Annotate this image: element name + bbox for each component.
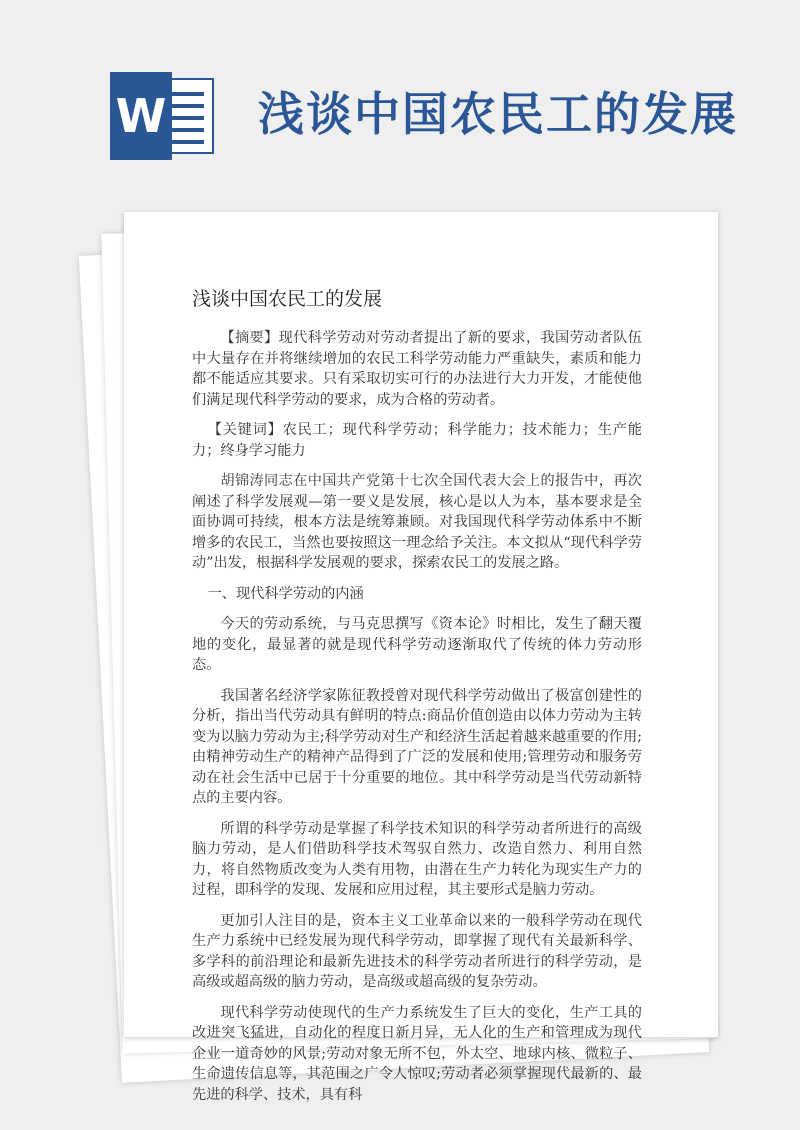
document-page [124,212,718,1103]
body-paragraph: 所谓的科学劳动是掌握了科学技术知识的科学劳动者所进行的高级脑力劳动，是人们借助科学技术驾驭自然力、改造自然力、利用自然力，将自然物质改变为人类有用物，由潜在生产力转化为现实生产力的过程，即科学的发现、发展和应用过程，其主要形式是脑力劳动。 [192,820,642,898]
body-paragraph: 更加引人注目的是，资本主义工业革命以来的一般科学劳动在现代生产力系统中已经发展为现代科学劳动，即掌握了现代有关最新科学、多学科的前沿理论和最新先进技术的科学劳动者所进行的科学劳动，是高级或超高级的脑力劳动，是高级或超高级的复杂劳动。 [192,912,642,990]
body-paragraph: 现代科学劳动使现代的生产力系统发生了巨大的变化，生产工具的改进突飞猛进，自动化的程度日新月异，无人化的生产和管理成为现代企业一道奇妙的风景;劳动对象无所不包，外太空、地球内核、微粒子、生命遗传信息等，其范围之广令人惊叹;劳动者必须掌握现代最新的、最先进的科学、技术，具有科 [192,1004,642,1103]
body-paragraph: 我国著名经济学家陈征教授曾对现代科学劳动做出了极富创建性的分析，指出当代劳动具有鲜明的特点:商品价值创造由以体力劳动为主转变为以脑力劳动为主;科学劳动对生产和经济生活起着越来越重要的作用;由精神劳动生产的精神产品得到了广泛的发展和使用;管理劳动和服务劳动在社会生活中已居于十分重要的地位。其中科学劳动是当代劳动新特点的主要内容。 [192,687,642,806]
body-paragraph: 胡锦涛同志在中国共产党第十七次全国代表大会上的报告中，再次阐述了科学发展观—第一要义是发展，核心是以人为本，基本要求是全面协调可持续，根本方法是统筹兼顾。对我国现代科学劳动体系中不断增多的农民工，当然也要按照这一理念给予关注。本文拟从“现代科学劳动”出发，根据科学发展观的要求，探索农民工的发展之路。 [192,473,642,571]
banner [0,0,800,200]
banner-title: 浅谈中国农民工的发展 [258,87,738,141]
document-body [192,328,642,1115]
abstract-paragraph: 【摘要】现代科学劳动对劳动者提出了新的要求，我国劳动者队伍中大量存在并将继续增加的农民工科学劳动能力严重缺失，素质和能力都不能适应其要求。只有采取切实可行的办法进行大力开发，才能使他们满足现代科学劳动的要求，成为合格的劳动者。 [192,330,642,408]
document-title: 浅谈中国农民工的发展 [192,288,383,310]
body-paragraph: 今天的劳动系统，与马克思撰写《资本论》时相比，发生了翻天覆地的变化，最显著的就是现代科学劳动逐渐取代了传统的体力劳动形态。 [192,616,642,673]
word-document-icon [110,72,216,160]
word-letter-badge: W [110,72,172,160]
section-heading: 一、现代科学劳动的内涵 [207,585,364,602]
keywords-paragraph: 【关键词】农民工；现代科学劳动；科学能力；技术能力；生产能力；终身学习能力 [192,422,642,459]
